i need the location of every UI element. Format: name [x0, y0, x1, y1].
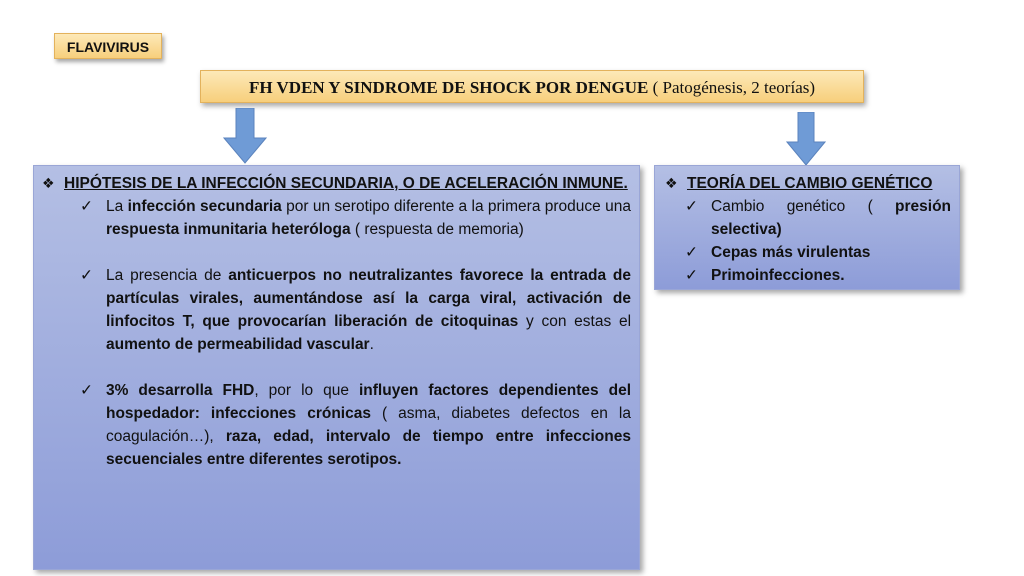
checkmark-icon: ✓: [80, 198, 93, 215]
checkmark-icon: ✓: [80, 267, 93, 284]
diamond-bullet-icon: ❖: [665, 175, 678, 191]
secondary-infection-hypothesis-box: [33, 165, 640, 570]
list-item: [665, 195, 951, 241]
list-item-text: La presencia de anticuerpos no neutralizantes favorece la entrada de partículas virales, aumentándose así la carga viral, activación de linfocitos T, que provocarían liberación de citoquinas y con estas el aumento de permeabilidad vascular.: [106, 267, 632, 353]
list-item-text: Primoinfecciones.: [711, 267, 845, 284]
list-item-text: 3% desarrolla FHD, por lo que influyen factores dependientes del hospedador: infecciones crónicas ( asma, diabetes defectos en la coagulación…), raza, edad, intervalo de tiempo entre infecciones secuenciales entre diferentes serotipos.: [106, 382, 632, 468]
main-title-subtitle: ( Patogénesis, 2 teorías): [648, 78, 816, 97]
hypothesis-heading-text: HIPÓTESIS DE LA INFECCIÓN SECUNDARIA, O DE ACELERACIÓN INMUNE.: [64, 175, 628, 192]
list-item-text: Cambio genético ( presión selectiva): [711, 198, 951, 238]
down-arrow-icon: [223, 108, 267, 164]
checkmark-icon: ✓: [685, 198, 698, 215]
main-title: [200, 70, 864, 103]
list-item-text: La infección secundaria por un serotipo diferente a la primera produce una respuesta inmunitaria heteróloga ( respuesta de memoria): [106, 198, 631, 238]
list-item: [42, 195, 631, 241]
down-arrow-icon: [786, 112, 826, 166]
diamond-bullet-icon: ❖: [42, 175, 55, 191]
list-item-text: Cepas más virulentas: [711, 244, 871, 261]
theory-heading-text: TEORÍA DEL CAMBIO GENÉTICO: [687, 175, 933, 192]
genetic-change-theory-box: [654, 165, 960, 290]
flavivirus-label: FLAVIVIRUS: [54, 33, 162, 59]
list-item: [665, 264, 951, 287]
list-item: [42, 379, 631, 471]
list-item: [665, 241, 951, 264]
checkmark-icon: ✓: [685, 267, 698, 284]
checkmark-icon: ✓: [80, 382, 93, 399]
theory-heading: [665, 172, 951, 195]
list-item: [42, 264, 631, 356]
checkmark-icon: ✓: [685, 244, 698, 261]
hypothesis-heading: [42, 172, 631, 195]
main-title-bold: FH VDEN Y SINDROME DE SHOCK POR DENGUE: [248, 78, 649, 97]
